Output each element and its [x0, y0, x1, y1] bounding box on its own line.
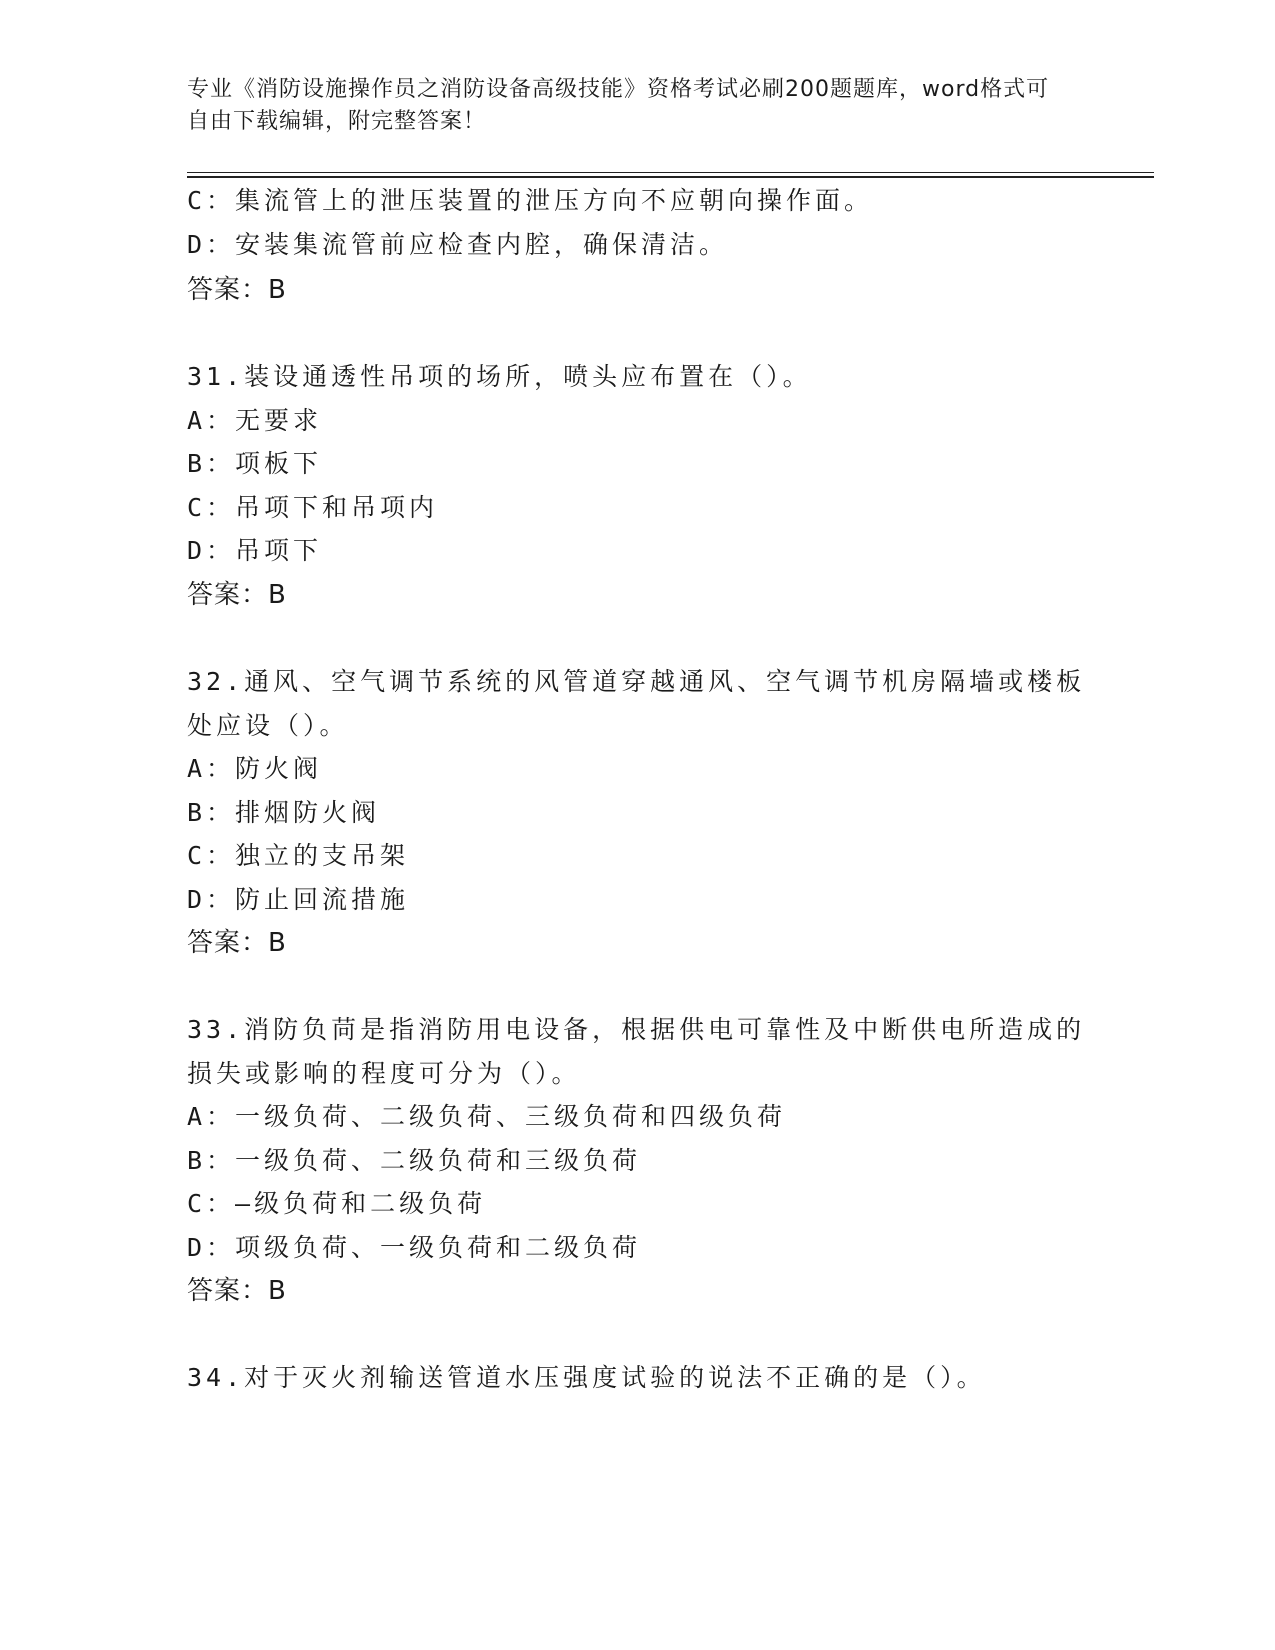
question-33-line-2: 损失或影响的程度可分为（）。	[187, 1059, 581, 1088]
answer-label: 答案：B	[187, 1276, 287, 1306]
header-rule-thin	[187, 172, 1154, 173]
option-a: A：一级负荷、二级负荷、三级负荷和四级负荷	[187, 1102, 787, 1131]
option-a: A：防火阀	[187, 754, 323, 783]
option-c: C：—级负荷和二级负荷	[187, 1189, 487, 1218]
question-34: 34.对于灭火剂输送管道水压强度试验的说法不正确的是（）。	[187, 1363, 986, 1392]
option-a: A：无要求	[187, 406, 323, 435]
answer-label: 答案：B	[187, 928, 287, 958]
option-c: C：吊项下和吊项内	[187, 493, 439, 522]
option-d: D：项级负荷、一级负荷和二级负荷	[187, 1233, 642, 1262]
option-b: B：一级负荷、二级负荷和三级负荷	[187, 1146, 642, 1175]
option-d: D：安装集流管前应检查内腔，确保清洁。	[187, 230, 729, 259]
question-31: 31.装设通透性吊项的场所，喷头应布置在（）。	[187, 362, 812, 391]
question-32-line-2: 处应设（）。	[187, 711, 349, 740]
option-c: C：独立的支吊架	[187, 841, 410, 870]
document-header: 专业《消防设施操作员之消防设备高级技能》资格考试必刷200题题库，word格式可自由下载编辑，附完整答案！	[187, 77, 1050, 134]
option-c: C：集流管上的泄压装置的泄压方向不应朝向操作面。	[187, 186, 874, 215]
option-d: D：防止回流措施	[187, 885, 410, 914]
option-d: D：吊项下	[187, 536, 323, 565]
header-rule-thick	[187, 176, 1154, 178]
question-33: 33.消防负苘是指消防用电设备，根据供电可靠性及中断供电所造成的	[187, 1015, 1086, 1044]
option-b: B：项板下	[187, 449, 323, 478]
question-32: 32.通风、空气调节系统的风管道穿越通风、空气调节机房隔墙或楼板	[187, 667, 1086, 696]
answer-label: 答案：B	[187, 275, 287, 305]
option-b: B：排烟防火阀	[187, 798, 381, 827]
answer-label: 答案：B	[187, 580, 287, 610]
